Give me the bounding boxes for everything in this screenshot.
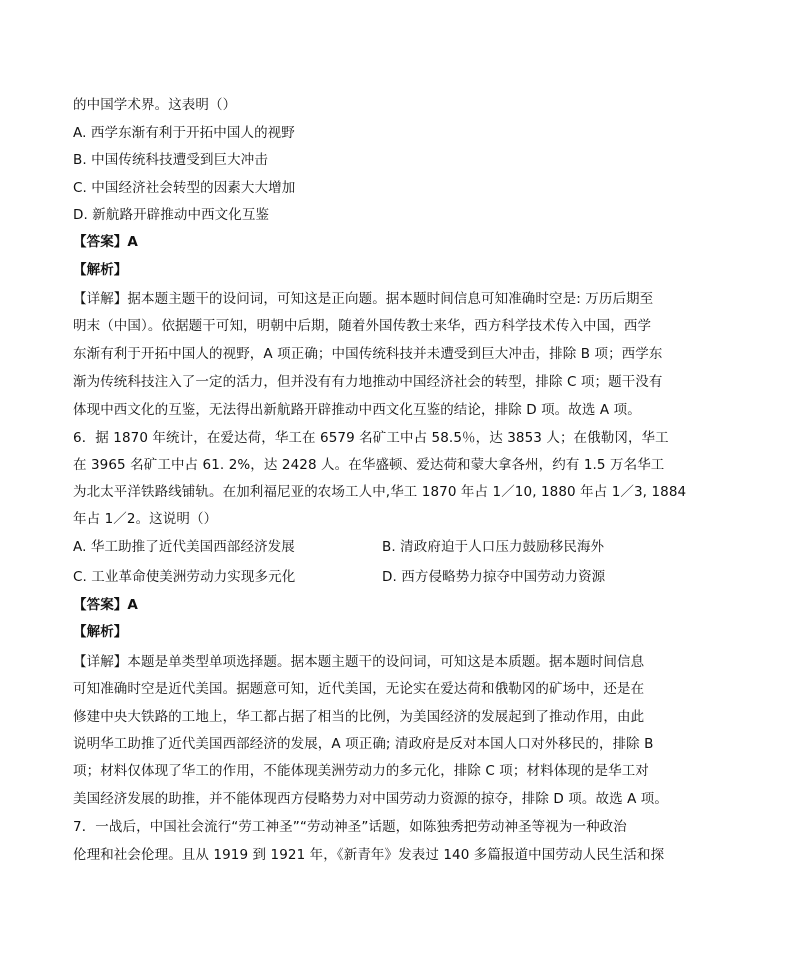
q6-stem-line: 在 3965 名矿工中占 61. 2%，达 2428 人。在华盛顿、爱达荷和蒙大拿各州，约有 1.5 万名华工: [73, 457, 665, 473]
q6-detail-line: 【详解】本题是单类型单项选择题。据本题主题干的设问词，可知这是本质题。据本题时间信息: [73, 654, 645, 670]
q5-detail-line: 明末（中国）。依据题干可知，明朝中后期，随着外国传教士来华，西方科学技术传入中国，西学: [73, 318, 652, 334]
q6-detail-line: 修建中央大铁路的工地上，华工都占据了相当的比例，为美国经济的发展起到了推动作用，由此: [73, 709, 645, 725]
q6-detail-line: 项；材料仅体现了华工的作用，不能体现美洲劳动力的多元化，排除 C 项；材料体现的是华工对: [73, 763, 649, 779]
q5-stem-tail: 的中国学术界。这表明（）: [73, 97, 237, 113]
q6-detail-line: 说明华工助推了近代美国西部经济的发展，A 项正确; 清政府是反对本国人口对外移民的，排除 B: [73, 736, 654, 752]
q5-option-c: C. 中国经济社会转型的因素大大增加: [73, 180, 296, 196]
q6-option-c: C. 工业革命使美洲劳动力实现多元化: [73, 569, 296, 585]
q5-detail-line: 体现中西文化的互鉴，无法得出新航路开辟推动中西文化互鉴的结论，排除 D 项。故选 A 项。: [73, 402, 641, 418]
q5-option-a: A. 西学东渐有利于开拓中国人的视野: [73, 125, 295, 141]
q6-answer: 【答案】A: [73, 597, 138, 613]
q6-analysis-label: 【解析】: [73, 624, 128, 640]
q5-detail-line: 【详解】据本题主题干的设问词，可知这是正向题。据本题时间信息可知准确时空是: 万历后期至: [73, 291, 654, 307]
q5-option-b: B. 中国传统科技遭受到巨大冲击: [73, 152, 268, 168]
q6-option-a: A. 华工助推了近代美国西部经济发展: [73, 539, 295, 555]
q6-stem-line: 6．据 1870 年统计，在爱达荷，华工在 6579 名矿工中占 58.5％，达 3853 人；在俄勒冈，华工: [73, 430, 669, 446]
q7-stem-line: 伦理和社会伦理。且从 1919 到 1921 年，《新青年》发表过 140 多篇报道中国劳动人民生活和探: [73, 847, 665, 863]
q5-answer: 【答案】A: [73, 234, 138, 250]
q6-stem-line: 年占 1／2。这说明（）: [73, 511, 218, 527]
q5-detail-line: 东渐有利于开拓中国人的视野，A 项正确；中国传统科技并未遭受到巨大冲击，排除 B 项；西学东: [73, 346, 663, 362]
q5-option-d: D. 新航路开辟推动中西文化互鉴: [73, 207, 270, 223]
q6-detail-line: 可知准确时空是近代美国。据题意可知，近代美国，无论实在爱达荷和俄勒冈的矿场中，还是在: [73, 681, 645, 697]
q5-detail-line: 渐为传统科技注入了一定的活力，但并没有有力地推动中国经济社会的转型，排除 C 项；题干没有: [73, 374, 663, 390]
q6-stem-line: 为北太平洋铁路线铺轨。在加利福尼亚的农场工人中,华工 1870 年占 1／10, 1880 年占 1／3, 1884: [73, 484, 687, 500]
q6-detail-line: 美国经济发展的助推，并不能体现西方侵略势力对中国劳动力资源的掠夺，排除 D 项。故选 A 项。: [73, 791, 668, 807]
q6-option-d: D. 西方侵略势力掠夺中国劳动力资源: [382, 569, 606, 585]
q6-option-b: B. 清政府迫于人口压力鼓励移民海外: [382, 539, 605, 555]
q5-analysis-label: 【解析】: [73, 262, 128, 278]
q7-stem-line: 7．一战后，中国社会流行“劳工神圣”“劳动神圣”话题，如陈独秀把劳动神圣等视为一种政治: [73, 819, 627, 835]
